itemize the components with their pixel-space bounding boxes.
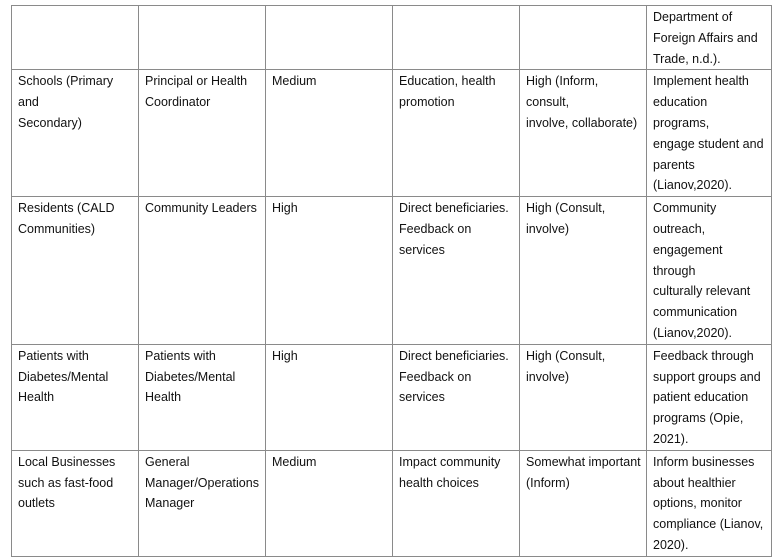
table-cell: Patients with Diabetes/Mental Health xyxy=(139,344,266,450)
table-cell: Implement health education programs, engage student and parents (Lianov,2020). xyxy=(647,70,772,197)
table-cell xyxy=(139,6,266,70)
table-cell: Medium xyxy=(266,70,393,197)
table-cell: Inform businesses about healthier options, monitor compliance (Lianov, 2020). xyxy=(647,450,772,556)
table-row xyxy=(12,450,772,556)
stakeholder-table xyxy=(11,5,772,557)
table-cell: High (Consult, involve) xyxy=(520,197,647,345)
table-cell: High (Consult, involve) xyxy=(520,344,647,450)
table-cell: High xyxy=(266,197,393,345)
table-cell: Patients with Diabetes/Mental Health xyxy=(12,344,139,450)
table-cell: General Manager/Operations Manager xyxy=(139,450,266,556)
table-cell: Community Leaders xyxy=(139,197,266,345)
table-cell xyxy=(266,6,393,70)
table-row xyxy=(12,197,772,345)
table-cell: Direct beneficiaries. Feedback on services xyxy=(393,197,520,345)
table-row xyxy=(12,70,772,197)
table-cell: Local Businesses such as fast-food outlets xyxy=(12,450,139,556)
table-cell: High (Inform, consult, involve, collaborate) xyxy=(520,70,647,197)
table-cell: Principal or Health Coordinator xyxy=(139,70,266,197)
table-cell xyxy=(393,6,520,70)
table-row xyxy=(12,6,772,70)
table-row xyxy=(12,344,772,450)
table-cell: Feedback through support groups and patient education programs (Opie, 2021). xyxy=(647,344,772,450)
table-cell: Impact community health choices xyxy=(393,450,520,556)
table-cell: High xyxy=(266,344,393,450)
table-cell xyxy=(520,6,647,70)
table-cell: Somewhat important (Inform) xyxy=(520,450,647,556)
table-cell: Residents (CALD Communities) xyxy=(12,197,139,345)
table-cell: Department of Foreign Affairs and Trade, n.d.). xyxy=(647,6,772,70)
table-cell: Community outreach, engagement through culturally relevant communication (Lianov,2020). xyxy=(647,197,772,345)
table-cell: Education, health promotion xyxy=(393,70,520,197)
table-cell: Medium xyxy=(266,450,393,556)
table-cell: Schools (Primary and Secondary) xyxy=(12,70,139,197)
table-cell xyxy=(12,6,139,70)
table-cell: Direct beneficiaries. Feedback on services xyxy=(393,344,520,450)
